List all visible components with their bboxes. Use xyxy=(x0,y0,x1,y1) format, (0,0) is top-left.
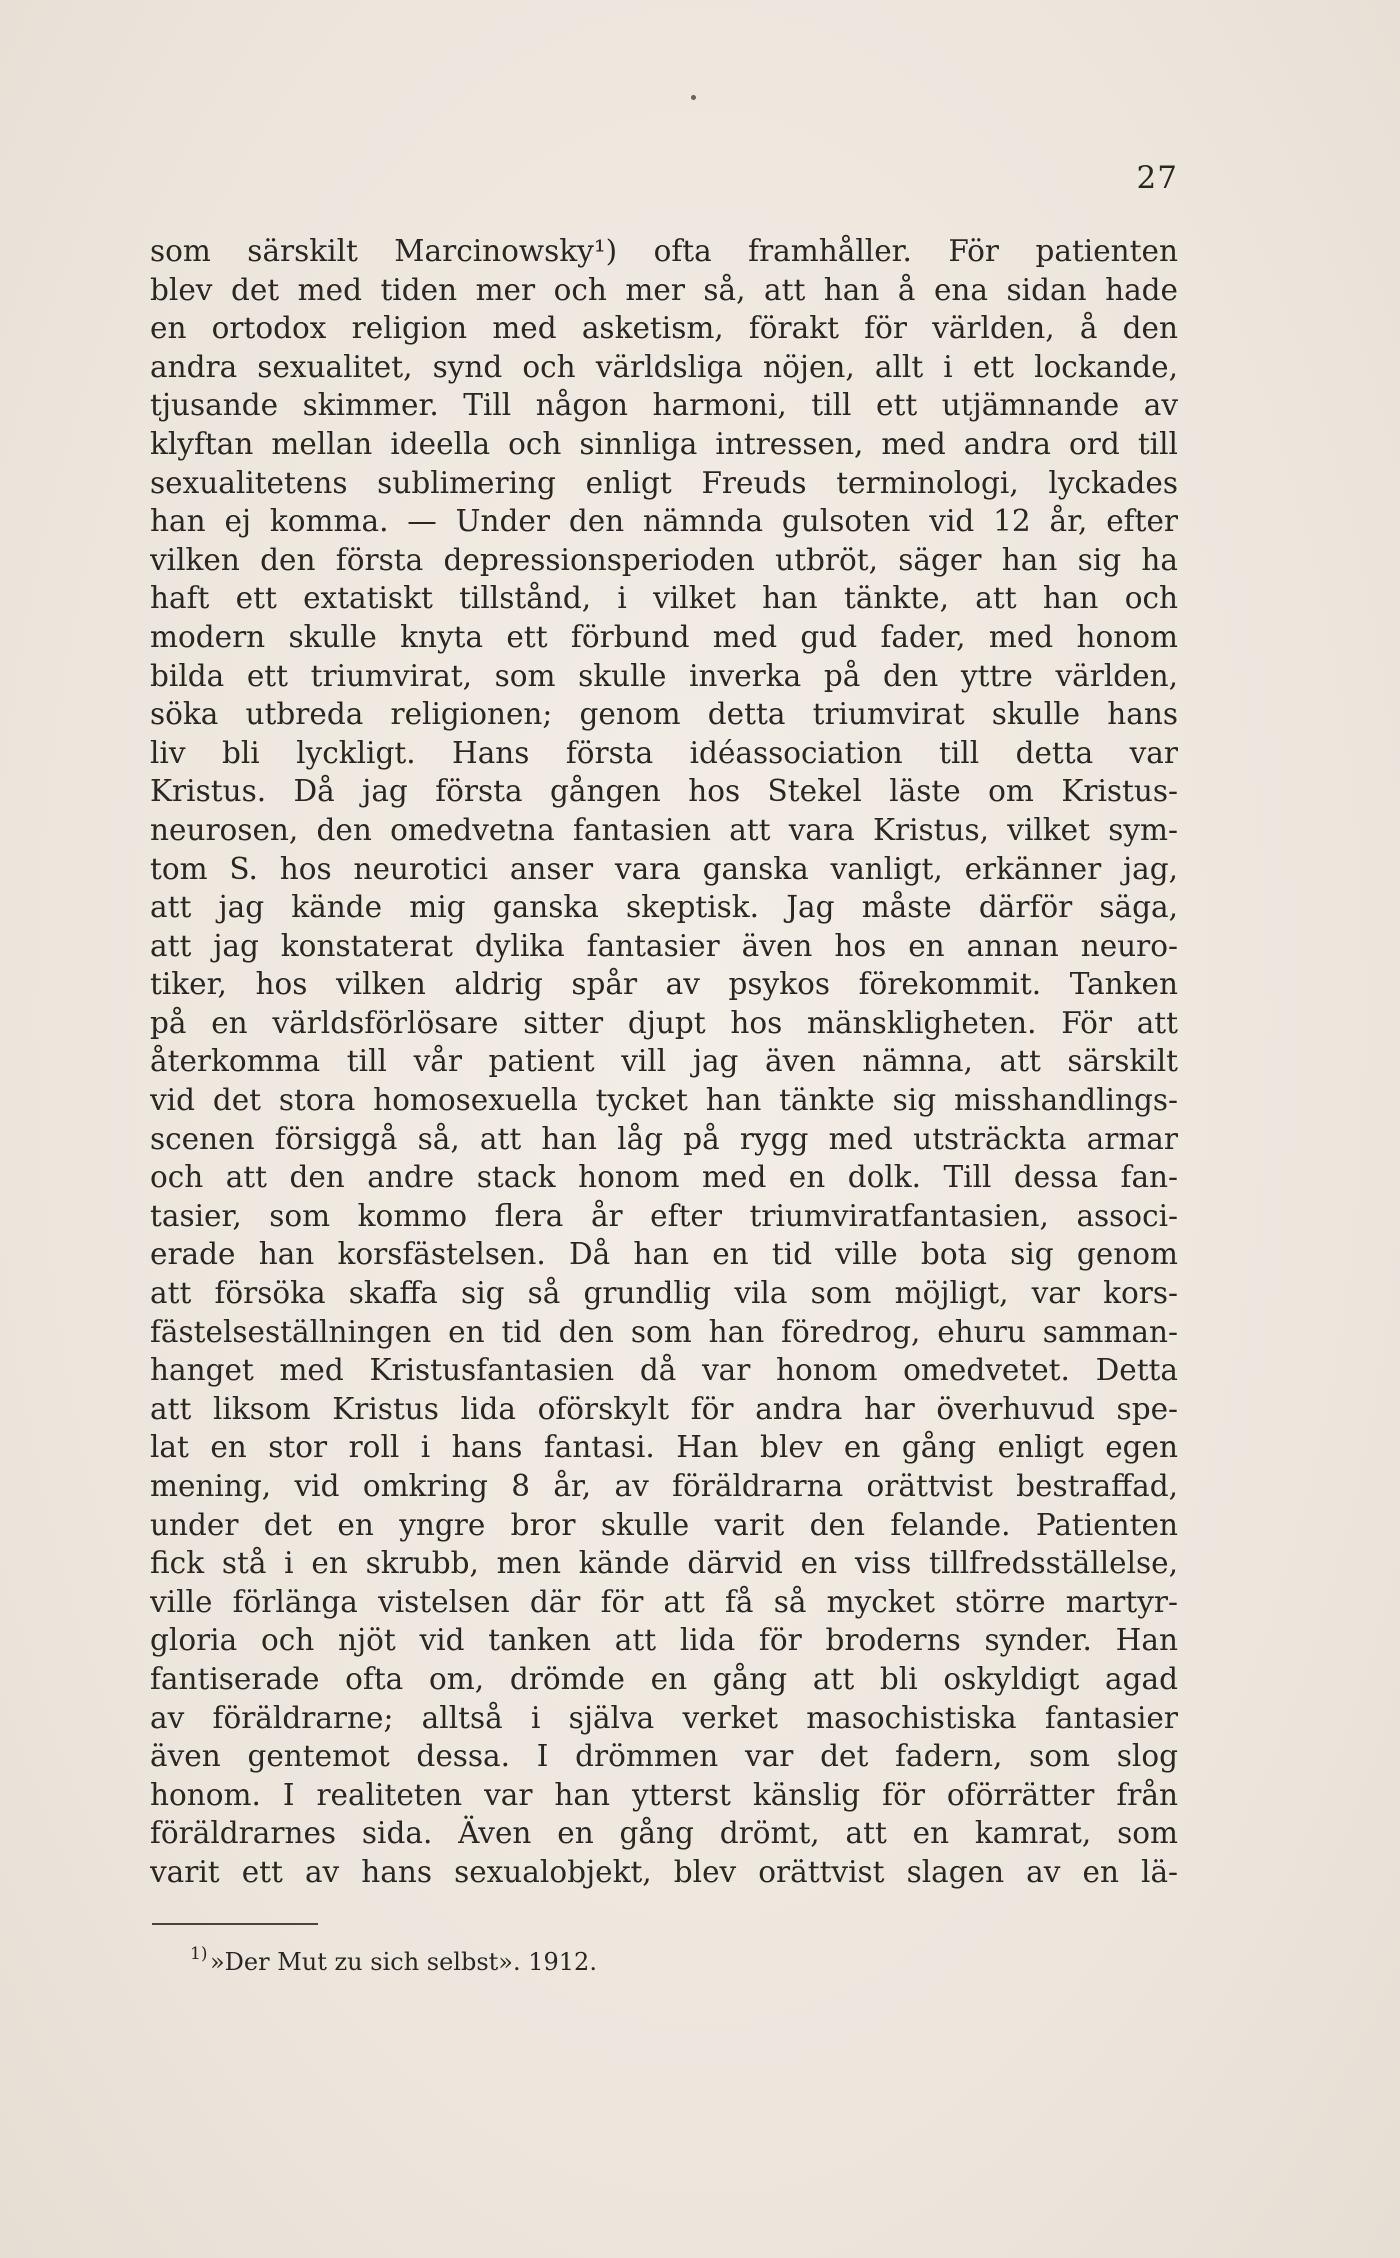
text-line: en ortodox religion med asketism, förakt för världen, å den xyxy=(150,311,1178,346)
text-line: och att den andre stack honom med en dolk. Till dessa fan- xyxy=(150,1160,1178,1195)
text-line: gloria och njöt vid tanken att lida för broderns synder. Han xyxy=(150,1623,1178,1658)
text-line: mening, vid omkring 8 år, av föräldrarna orättvist bestraffad, xyxy=(150,1469,1178,1503)
text-line: på en världsförlösare sitter djupt hos mänskligheten. För att xyxy=(150,1005,1178,1040)
body-text xyxy=(150,232,1178,1892)
text-line: modern skulle knyta ett förbund med gud fader, med honom xyxy=(150,619,1178,654)
text-line: neurosen, den omedvetna fantasien att vara Kristus, vilket sym- xyxy=(150,812,1178,847)
text-line: han ej komma. — Under den nämnda gulsoten vid 12 år, efter xyxy=(150,504,1178,539)
text-line: scenen försiggå så, att han låg på rygg med utsträckta armar xyxy=(150,1121,1178,1156)
text-line: honom. I realiteten var han ytterst känslig för oförrätter från xyxy=(150,1777,1178,1812)
text-line: tom S. hos neurotici anser vara ganska vanligt, erkänner jag, xyxy=(150,851,1178,886)
text-line: haft ett extatiskt tillstånd, i vilket han tänkte, att han och xyxy=(150,581,1178,616)
text-line: under det en yngre bror skulle varit den felande. Patienten xyxy=(150,1507,1178,1542)
text-line: tjusande skimmer. Till någon harmoni, till ett utjämnande av xyxy=(150,388,1178,423)
footnote-text: »Der Mut zu sich selbst». 1912. xyxy=(210,1948,597,1976)
text-line: av föräldrarne; alltså i själva verket masochistiska fantasier xyxy=(150,1700,1178,1735)
text-line: även gentemot dessa. I drömmen var det fadern, som slog xyxy=(150,1739,1178,1774)
text-line: att liksom Kristus lida oförskylt för andra har överhuvud spe- xyxy=(150,1391,1178,1426)
print-speck xyxy=(691,95,696,100)
text-line: andra sexualitet, synd och världsliga nöjen, allt i ett lockande, xyxy=(150,349,1178,384)
text-line: fantiserade ofta om, drömde en gång att bli oskyldigt agad xyxy=(150,1661,1178,1696)
text-line: klyftan mellan ideella och sinnliga intressen, med andra ord till xyxy=(150,426,1178,461)
text-line: att försöka skaffa sig så grundlig vila som möjligt, var kors- xyxy=(150,1276,1178,1311)
text-line: hanget med Kristusfantasien då var honom omedvetet. Detta xyxy=(150,1353,1178,1388)
text-line: tasier, som kommo flera år efter triumviratfantasien, associ- xyxy=(150,1198,1178,1233)
text-line: söka utbreda religionen; genom detta triumvirat skulle hans xyxy=(150,697,1178,732)
text-line: blev det med tiden mer och mer så, att han å ena sidan hade xyxy=(150,272,1178,307)
text-line: fästelseställningen en tid den som han föredrog, ehuru samman- xyxy=(150,1314,1178,1349)
text-line: tiker, hos vilken aldrig spår av psykos förekommit. Tanken xyxy=(150,967,1178,1002)
text-line: varit ett av hans sexualobjekt, blev orättvist slagen av en lä- xyxy=(150,1854,1178,1889)
text-line: erade han korsfästelsen. Då han en tid ville bota sig genom xyxy=(150,1237,1178,1272)
text-line: ville förlänga vistelsen där för att få så mycket större martyr- xyxy=(150,1584,1178,1619)
footnote xyxy=(190,1944,597,1977)
footnote-divider xyxy=(152,1923,318,1925)
text-line: sexualitetens sublimering enligt Freuds terminologi, lyckades xyxy=(150,465,1178,500)
page-number: 27 xyxy=(1136,160,1178,196)
text-line: fick stå i en skrubb, men kände därvid en viss tillfredsställelse, xyxy=(150,1546,1178,1581)
text-line: återkomma till vår patient vill jag även nämna, att särskilt xyxy=(150,1044,1178,1079)
text-line: lat en stor roll i hans fantasi. Han blev en gång enligt egen xyxy=(150,1430,1178,1465)
text-line: som särskilt Marcinowsky¹) ofta framhåller. För patienten xyxy=(150,234,1178,268)
footnote-marker: 1) xyxy=(190,1944,208,1964)
text-line: bilda ett triumvirat, som skulle inverka på den yttre världen, xyxy=(150,658,1178,693)
text-line: att jag kände mig ganska skeptisk. Jag måste därför säga, xyxy=(150,890,1178,925)
text-line: liv bli lyckligt. Hans första idéassociation till detta var xyxy=(150,735,1178,770)
text-line: Kristus. Då jag första gången hos Stekel läste om Kristus- xyxy=(150,774,1178,809)
text-line: att jag konstaterat dylika fantasier även hos en annan neuro- xyxy=(150,928,1178,963)
text-line: vid det stora homosexuella tycket han tänkte sig misshandlings- xyxy=(150,1083,1178,1118)
text-line: föräldrarnes sida. Även en gång drömt, att en kamrat, som xyxy=(150,1816,1178,1851)
text-line: vilken den första depressionsperioden utbröt, säger han sig ha xyxy=(150,542,1178,577)
